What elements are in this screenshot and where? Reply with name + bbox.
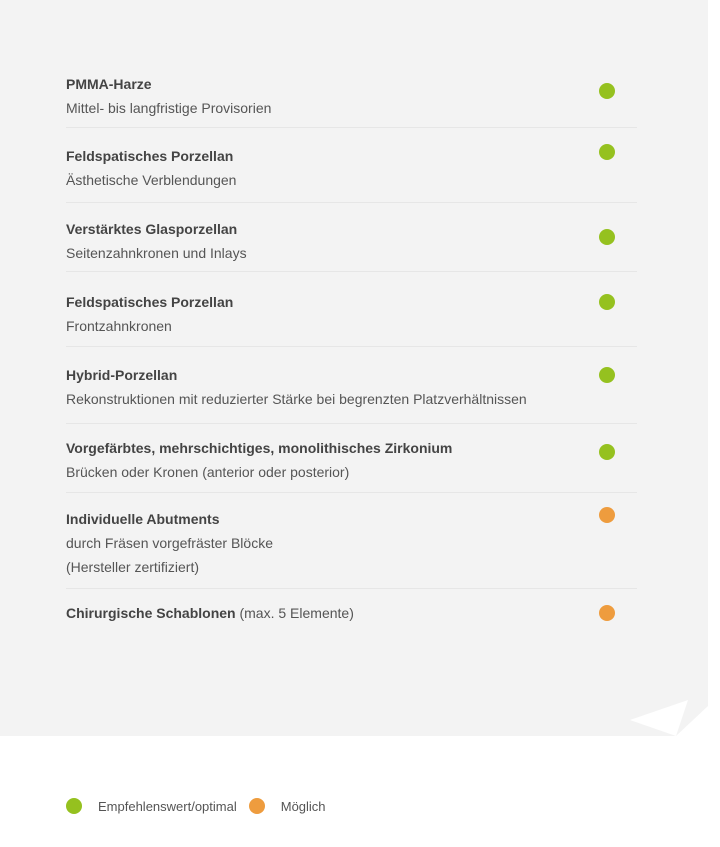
status-dot-optimal bbox=[599, 294, 615, 310]
status-dot-optimal bbox=[599, 367, 615, 383]
status-dot-optimal bbox=[599, 444, 615, 460]
material-name: Verstärktes Glasporzellan bbox=[66, 221, 238, 237]
status-dot-possible bbox=[599, 605, 615, 621]
material-use: Ästhetische Verblendungen bbox=[66, 172, 237, 188]
legend-dot-possible bbox=[249, 798, 265, 814]
material-name: Feldspatisches Porzellan bbox=[66, 294, 234, 310]
material-use-note: (Hersteller zertifiziert) bbox=[66, 559, 200, 575]
material-use: Brücken oder Kronen (anterior oder posterior) bbox=[66, 464, 350, 480]
material-use: Rekonstruktionen mit reduzierter Stärke bei begrenzten Platzverhältnissen bbox=[66, 391, 527, 407]
material-use: Frontzahnkronen bbox=[66, 318, 172, 334]
status-dot-optimal bbox=[599, 229, 615, 245]
material-name: Vorgefärbtes, mehrschichtiges, monolithisches Zirkonium bbox=[66, 440, 453, 456]
list-item bbox=[66, 203, 637, 272]
material-name: PMMA-Harze bbox=[66, 76, 152, 92]
material-use: durch Fräsen vorgefräster Blöcke bbox=[66, 535, 273, 551]
list-item bbox=[66, 128, 637, 203]
material-name: Feldspatisches Porzellan bbox=[66, 148, 234, 164]
material-use: Seitenzahnkronen und Inlays bbox=[66, 245, 247, 261]
list-item bbox=[66, 272, 637, 347]
list-item bbox=[66, 72, 637, 128]
list-item bbox=[66, 493, 637, 589]
material-use: Mittel- bis langfristige Provisorien bbox=[66, 100, 272, 116]
materials-list bbox=[66, 72, 637, 631]
status-dot-possible bbox=[599, 507, 615, 523]
legend-label-possible: Möglich bbox=[280, 798, 326, 814]
legend-dot-optimal bbox=[66, 798, 82, 814]
material-name: Chirurgische Schablonen bbox=[66, 605, 236, 621]
material-note: (max. 5 Elemente) bbox=[239, 605, 354, 621]
material-name: Individuelle Abutments bbox=[66, 511, 220, 527]
legend-label-optimal: Empfehlenswert/optimal bbox=[98, 798, 237, 814]
legend bbox=[66, 798, 338, 814]
status-dot-optimal bbox=[599, 83, 615, 99]
status-dot-optimal bbox=[599, 144, 615, 160]
list-item bbox=[66, 347, 637, 424]
material-name: Hybrid-Porzellan bbox=[66, 367, 178, 383]
material-line bbox=[66, 601, 597, 625]
list-item bbox=[66, 424, 637, 493]
list-item bbox=[66, 589, 637, 631]
